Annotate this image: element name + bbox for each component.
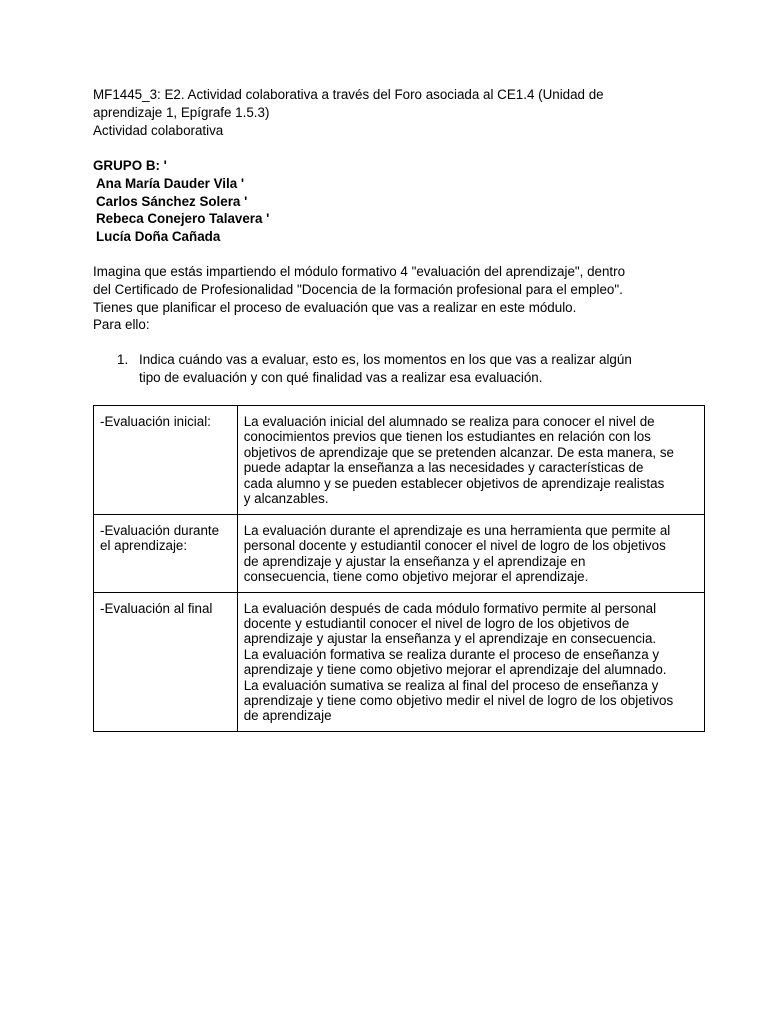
table-row: [94, 515, 705, 593]
group-member: Rebeca Conejero Talavera ': [96, 211, 270, 227]
description-line: La evaluación formativa se realiza durante el proceso de enseñanza y: [243, 646, 660, 662]
description-line: conocimientos previos que tienen los estudiantes en relación con los: [243, 429, 651, 445]
group-member: Ana María Dauder Vila ': [96, 175, 245, 191]
table-row: [94, 406, 705, 515]
evaluation-description-cell: [237, 515, 704, 593]
instructions-line: del Certificado de Profesionalidad "Docencia de la formación profesional para el empleo".: [93, 281, 623, 297]
instructions-line: Imagina que estás impartiendo el módulo formativo 4 "evaluación del aprendizaje", dentro: [93, 264, 626, 279]
description-line: personal docente y estudiantil conocer el nivel de logro de los objetivos: [243, 538, 666, 554]
description-line: La evaluación inicial del alumnado se realiza para conocer el nivel de: [243, 414, 655, 429]
group-title: GRUPO B: ': [93, 158, 167, 173]
description-line: La evaluación durante el aprendizaje es una herramienta que permite al: [243, 523, 671, 538]
evaluation-type-cell: [94, 592, 238, 731]
evaluation-table: [93, 405, 705, 732]
task-number: 1.: [117, 352, 129, 367]
evaluation-type-cell: [94, 406, 238, 515]
evaluation-type-label: el aprendizaje:: [100, 538, 188, 554]
evaluation-type-label: -Evaluación al final: [100, 600, 213, 616]
description-line: cada alumno y se pueden establecer objetivos de aprendizaje realistas: [243, 475, 665, 491]
description-line: aprendizaje y tiene como objetivo medir el nivel de logro de los objetivos: [243, 693, 674, 709]
instructions-line: Tienes que planificar el proceso de evaluación que vas a realizar en este módulo.: [93, 299, 577, 315]
description-line: de aprendizaje: [243, 708, 332, 724]
activity-title-line-2: aprendizaje 1, Epígrafe 1.5.3): [93, 104, 270, 120]
task-text-line: tipo de evaluación y con qué finalidad vas a realizar esa evaluación.: [139, 369, 543, 385]
task-text-line: Indica cuándo vas a evaluar, esto es, los momentos en los que vas a realizar algún: [139, 352, 632, 367]
evaluation-type-label: -Evaluación inicial:: [100, 414, 211, 429]
group-members: [93, 157, 693, 246]
description-line: aprendizaje y ajustar la enseñanza y el aprendizaje en consecuencia.: [243, 631, 657, 647]
task-list: [93, 351, 693, 387]
activity-subtitle: Actividad colaborativa: [93, 122, 224, 138]
description-line: de aprendizaje y ajustar la enseñanza y el aprendizaje en: [243, 553, 586, 569]
description-line: aprendizaje y tiene como objetivo mejorar el aprendizaje del alumnado.: [243, 662, 667, 678]
group-member: Lucía Doña Cañada: [96, 229, 221, 245]
activity-title-line-1: MF1445_3: E2. Actividad colaborativa a través del Foro asociada al CE1.4 (Unidad de: [93, 87, 604, 102]
evaluation-type-label: -Evaluación durante: [100, 523, 220, 538]
description-line: consecuencia, tiene como objetivo mejorar el aprendizaje.: [243, 569, 589, 585]
evaluation-description-cell: [237, 406, 704, 515]
activity-instructions: [93, 263, 693, 334]
description-line: objetivos de aprendizaje que se pretenden alcanzar. De esta manera, se: [243, 444, 674, 460]
task-item: [93, 351, 693, 387]
description-line: docente y estudiantil conocer el nivel de logro de los objetivos de: [243, 616, 630, 632]
description-line: y alcanzables.: [243, 491, 329, 507]
task-text: [139, 351, 669, 387]
document-header: [93, 86, 693, 139]
evaluation-type-cell: [94, 515, 238, 593]
description-line: La evaluación sumativa se realiza al final del proceso de enseñanza y: [243, 677, 659, 693]
group-member: Carlos Sánchez Solera ': [96, 193, 248, 209]
description-line: La evaluación después de cada módulo formativo permite al personal: [243, 600, 657, 616]
evaluation-description-cell: [237, 592, 704, 731]
table-row: [94, 592, 705, 731]
instructions-line: Para ello:: [93, 317, 150, 333]
description-line: puede adaptar la enseñanza a las necesidades y características de: [243, 460, 644, 476]
